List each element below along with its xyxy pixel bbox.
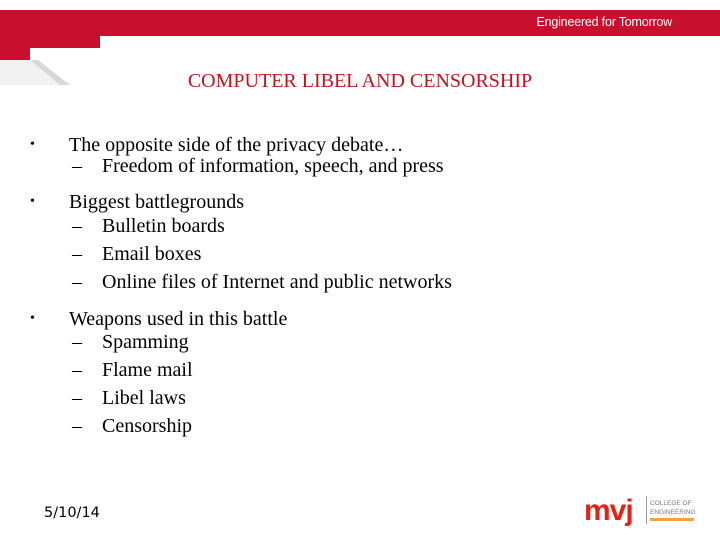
logo-accent-bar [650, 518, 694, 521]
bullet-item [30, 307, 288, 331]
logo-divider [646, 496, 647, 524]
college-logo [584, 490, 702, 530]
sub-bullet-text: Freedom of information, speech, and press [102, 155, 444, 177]
dash-icon: – [72, 215, 82, 237]
sub-bullet-item [72, 330, 189, 354]
sub-bullet-item [72, 270, 452, 294]
sub-bullet-item [72, 214, 225, 238]
dash-icon: – [72, 155, 82, 177]
header-tagline: Engineered for Tomorrow [536, 15, 672, 29]
bullet-dot-icon: • [30, 311, 35, 326]
sub-bullet-text: Flame mail [102, 359, 193, 381]
dash-icon: – [72, 331, 82, 353]
logo-line-2: ENGINEERING [650, 509, 696, 516]
bullet-dot-icon: • [30, 137, 35, 152]
bullet-text: Biggest battlegrounds [69, 191, 244, 213]
sub-bullet-text: Online files of Internet and public networks [102, 271, 452, 293]
sub-bullet-text: Libel laws [102, 387, 186, 409]
dash-icon: – [72, 271, 82, 293]
sub-bullet-text: Email boxes [102, 243, 202, 265]
sub-bullet-item [72, 358, 193, 382]
sub-bullet-item [72, 386, 186, 410]
dash-icon: – [72, 359, 82, 381]
slide-date: 5/10/14 [44, 505, 100, 521]
slide-title: COMPUTER LIBEL AND CENSORSHIP [187, 70, 533, 92]
sub-bullet-item [72, 154, 444, 178]
sub-bullet-item [72, 242, 201, 266]
dash-icon: – [72, 415, 82, 437]
bullet-text: Weapons used in this battle [69, 308, 288, 330]
logo-mvj-text: mvj [584, 494, 633, 527]
sub-bullet-item [72, 414, 192, 438]
sub-bullet-text: Censorship [102, 415, 192, 437]
sub-bullet-text: Spamming [102, 331, 189, 353]
logo-line-1: COLLEGE OF [650, 500, 692, 507]
dash-icon: – [72, 243, 82, 265]
bullet-dot-icon: • [30, 194, 35, 209]
dash-icon: – [72, 387, 82, 409]
bullet-text: The opposite side of the privacy debate… [69, 134, 404, 156]
sub-bullet-text: Bulletin boards [102, 215, 225, 237]
bullet-item [30, 190, 244, 214]
